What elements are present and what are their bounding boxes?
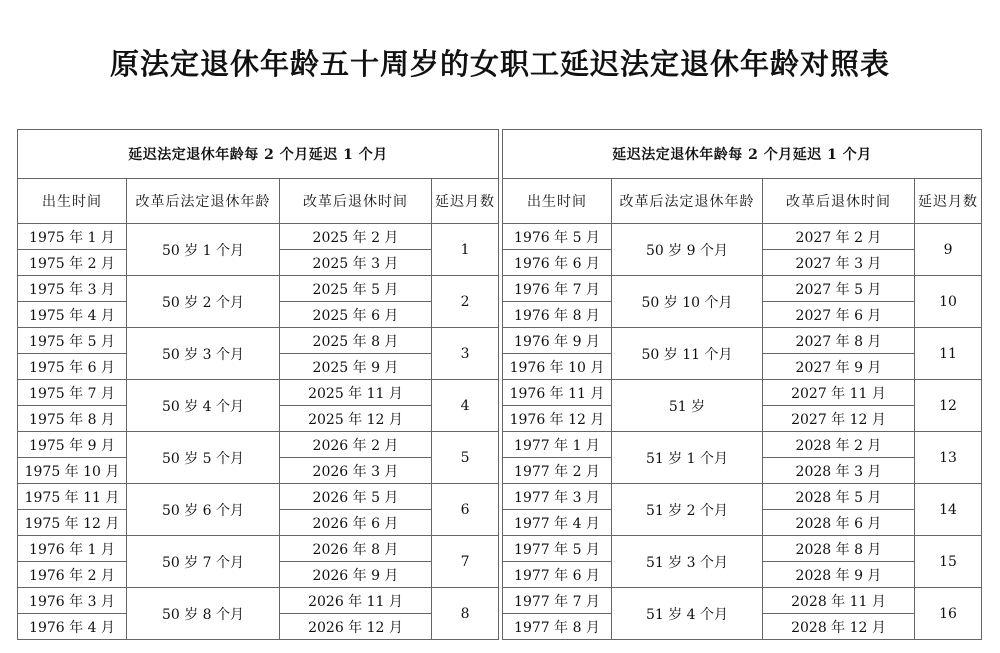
table-row <box>503 484 982 510</box>
delay-months-cell: 11 <box>915 328 982 380</box>
retirement-age-cell: 50 岁 8 个月 <box>127 588 280 640</box>
retirement-date-cell: 2027 年 2 月 <box>763 224 915 250</box>
retirement-date-cell: 2028 年 2 月 <box>763 432 915 458</box>
birth-date-cell: 1975 年 9 月 <box>18 432 127 458</box>
page-title: 原法定退休年龄五十周岁的女职工延迟法定退休年龄对照表 <box>109 47 890 81</box>
delay-months-cell: 15 <box>915 536 982 588</box>
header-retirement-date: 改革后退休时间 <box>763 179 915 224</box>
retirement-age-cell: 50 岁 3 个月 <box>127 328 280 380</box>
table-caption: 延迟法定退休年龄每 2 个月延迟 1 个月 <box>18 130 499 179</box>
retirement-age-cell: 50 岁 6 个月 <box>127 484 280 536</box>
table-row <box>18 484 499 510</box>
retirement-age-cell: 51 岁 <box>612 380 763 432</box>
retirement-date-cell: 2027 年 3 月 <box>763 250 915 276</box>
retirement-date-cell: 2026 年 3 月 <box>280 458 432 484</box>
birth-date-cell: 1975 年 6 月 <box>18 354 127 380</box>
delay-months-cell: 16 <box>915 588 982 640</box>
retirement-age-cell: 50 岁 5 个月 <box>127 432 280 484</box>
table-row <box>503 276 982 302</box>
birth-date-cell: 1976 年 1 月 <box>18 536 127 562</box>
retirement-date-cell: 2025 年 9 月 <box>280 354 432 380</box>
birth-date-cell: 1975 年 2 月 <box>18 250 127 276</box>
retirement-date-cell: 2028 年 8 月 <box>763 536 915 562</box>
delay-months-cell: 6 <box>432 484 499 536</box>
retirement-date-cell: 2026 年 6 月 <box>280 510 432 536</box>
retirement-date-cell: 2026 年 12 月 <box>280 614 432 640</box>
delay-months-cell: 5 <box>432 432 499 484</box>
birth-date-cell: 1975 年 1 月 <box>18 224 127 250</box>
retirement-date-cell: 2028 年 11 月 <box>763 588 915 614</box>
birth-date-cell: 1977 年 5 月 <box>503 536 612 562</box>
table-body <box>503 224 982 640</box>
retirement-date-cell: 2028 年 3 月 <box>763 458 915 484</box>
birth-date-cell: 1976 年 5 月 <box>503 224 612 250</box>
retirement-date-cell: 2026 年 11 月 <box>280 588 432 614</box>
retirement-date-cell: 2027 年 6 月 <box>763 302 915 328</box>
delay-months-cell: 8 <box>432 588 499 640</box>
birth-date-cell: 1977 年 7 月 <box>503 588 612 614</box>
retirement-date-cell: 2027 年 9 月 <box>763 354 915 380</box>
header-retirement-age: 改革后法定退休年龄 <box>612 179 763 224</box>
birth-date-cell: 1975 年 11 月 <box>18 484 127 510</box>
retirement-date-cell: 2027 年 11 月 <box>763 380 915 406</box>
retirement-age-cell: 50 岁 7 个月 <box>127 536 280 588</box>
birth-date-cell: 1977 年 1 月 <box>503 432 612 458</box>
retirement-date-cell: 2025 年 5 月 <box>280 276 432 302</box>
table-row <box>18 536 499 562</box>
birth-date-cell: 1975 年 12 月 <box>18 510 127 536</box>
table-row <box>18 328 499 354</box>
birth-date-cell: 1976 年 7 月 <box>503 276 612 302</box>
retirement-date-cell: 2025 年 11 月 <box>280 380 432 406</box>
birth-date-cell: 1975 年 3 月 <box>18 276 127 302</box>
delay-months-cell: 3 <box>432 328 499 380</box>
delay-months-cell: 2 <box>432 276 499 328</box>
retirement-date-cell: 2028 年 9 月 <box>763 562 915 588</box>
retirement-date-cell: 2028 年 5 月 <box>763 484 915 510</box>
birth-date-cell: 1977 年 4 月 <box>503 510 612 536</box>
birth-date-cell: 1976 年 8 月 <box>503 302 612 328</box>
header-retirement-date: 改革后退休时间 <box>280 179 432 224</box>
birth-date-cell: 1976 年 10 月 <box>503 354 612 380</box>
retirement-date-cell: 2025 年 2 月 <box>280 224 432 250</box>
retirement-date-cell: 2028 年 12 月 <box>763 614 915 640</box>
header-birth-date: 出生时间 <box>503 179 612 224</box>
birth-date-cell: 1976 年 6 月 <box>503 250 612 276</box>
comparison-table-left <box>17 129 499 640</box>
birth-date-cell: 1975 年 7 月 <box>18 380 127 406</box>
birth-date-cell: 1976 年 11 月 <box>503 380 612 406</box>
birth-date-cell: 1977 年 2 月 <box>503 458 612 484</box>
table-row <box>18 588 499 614</box>
retirement-age-cell: 51 岁 2 个月 <box>612 484 763 536</box>
retirement-age-cell: 51 岁 1 个月 <box>612 432 763 484</box>
comparison-table-right <box>502 129 982 640</box>
retirement-age-cell: 50 岁 11 个月 <box>612 328 763 380</box>
table-row <box>18 224 499 250</box>
retirement-age-cell: 50 岁 10 个月 <box>612 276 763 328</box>
table-row <box>503 432 982 458</box>
retirement-date-cell: 2026 年 9 月 <box>280 562 432 588</box>
birth-date-cell: 1977 年 6 月 <box>503 562 612 588</box>
birth-date-cell: 1976 年 2 月 <box>18 562 127 588</box>
retirement-date-cell: 2026 年 5 月 <box>280 484 432 510</box>
table-row <box>18 276 499 302</box>
delay-months-cell: 10 <box>915 276 982 328</box>
retirement-date-cell: 2027 年 12 月 <box>763 406 915 432</box>
retirement-age-cell: 51 岁 4 个月 <box>612 588 763 640</box>
delay-months-cell: 9 <box>915 224 982 276</box>
birth-date-cell: 1976 年 9 月 <box>503 328 612 354</box>
table-body <box>18 224 499 640</box>
birth-date-cell: 1975 年 8 月 <box>18 406 127 432</box>
delay-months-cell: 7 <box>432 536 499 588</box>
retirement-date-cell: 2027 年 5 月 <box>763 276 915 302</box>
delay-months-cell: 14 <box>915 484 982 536</box>
retirement-date-cell: 2026 年 8 月 <box>280 536 432 562</box>
retirement-date-cell: 2027 年 8 月 <box>763 328 915 354</box>
delay-months-cell: 1 <box>432 224 499 276</box>
table-row <box>503 536 982 562</box>
header-birth-date: 出生时间 <box>18 179 127 224</box>
retirement-date-cell: 2025 年 3 月 <box>280 250 432 276</box>
birth-date-cell: 1975 年 4 月 <box>18 302 127 328</box>
table-row <box>503 588 982 614</box>
header-delay-months: 延迟月数 <box>432 179 499 224</box>
retirement-age-cell: 51 岁 3 个月 <box>612 536 763 588</box>
table-caption: 延迟法定退休年龄每 2 个月延迟 1 个月 <box>503 130 982 179</box>
retirement-date-cell: 2025 年 8 月 <box>280 328 432 354</box>
birth-date-cell: 1977 年 3 月 <box>503 484 612 510</box>
header-delay-months: 延迟月数 <box>915 179 982 224</box>
delay-months-cell: 12 <box>915 380 982 432</box>
retirement-age-cell: 50 岁 2 个月 <box>127 276 280 328</box>
table-row <box>503 380 982 406</box>
retirement-date-cell: 2025 年 12 月 <box>280 406 432 432</box>
birth-date-cell: 1976 年 3 月 <box>18 588 127 614</box>
header-retirement-age: 改革后法定退休年龄 <box>127 179 280 224</box>
table-row <box>503 328 982 354</box>
retirement-date-cell: 2025 年 6 月 <box>280 302 432 328</box>
table-row <box>18 432 499 458</box>
retirement-date-cell: 2026 年 2 月 <box>280 432 432 458</box>
birth-date-cell: 1977 年 8 月 <box>503 614 612 640</box>
birth-date-cell: 1975 年 10 月 <box>18 458 127 484</box>
birth-date-cell: 1976 年 4 月 <box>18 614 127 640</box>
delay-months-cell: 4 <box>432 380 499 432</box>
retirement-age-cell: 50 岁 4 个月 <box>127 380 280 432</box>
birth-date-cell: 1976 年 12 月 <box>503 406 612 432</box>
table-row <box>18 380 499 406</box>
birth-date-cell: 1975 年 5 月 <box>18 328 127 354</box>
delay-months-cell: 13 <box>915 432 982 484</box>
retirement-date-cell: 2028 年 6 月 <box>763 510 915 536</box>
retirement-age-cell: 50 岁 1 个月 <box>127 224 280 276</box>
retirement-age-cell: 50 岁 9 个月 <box>612 224 763 276</box>
table-row <box>503 224 982 250</box>
